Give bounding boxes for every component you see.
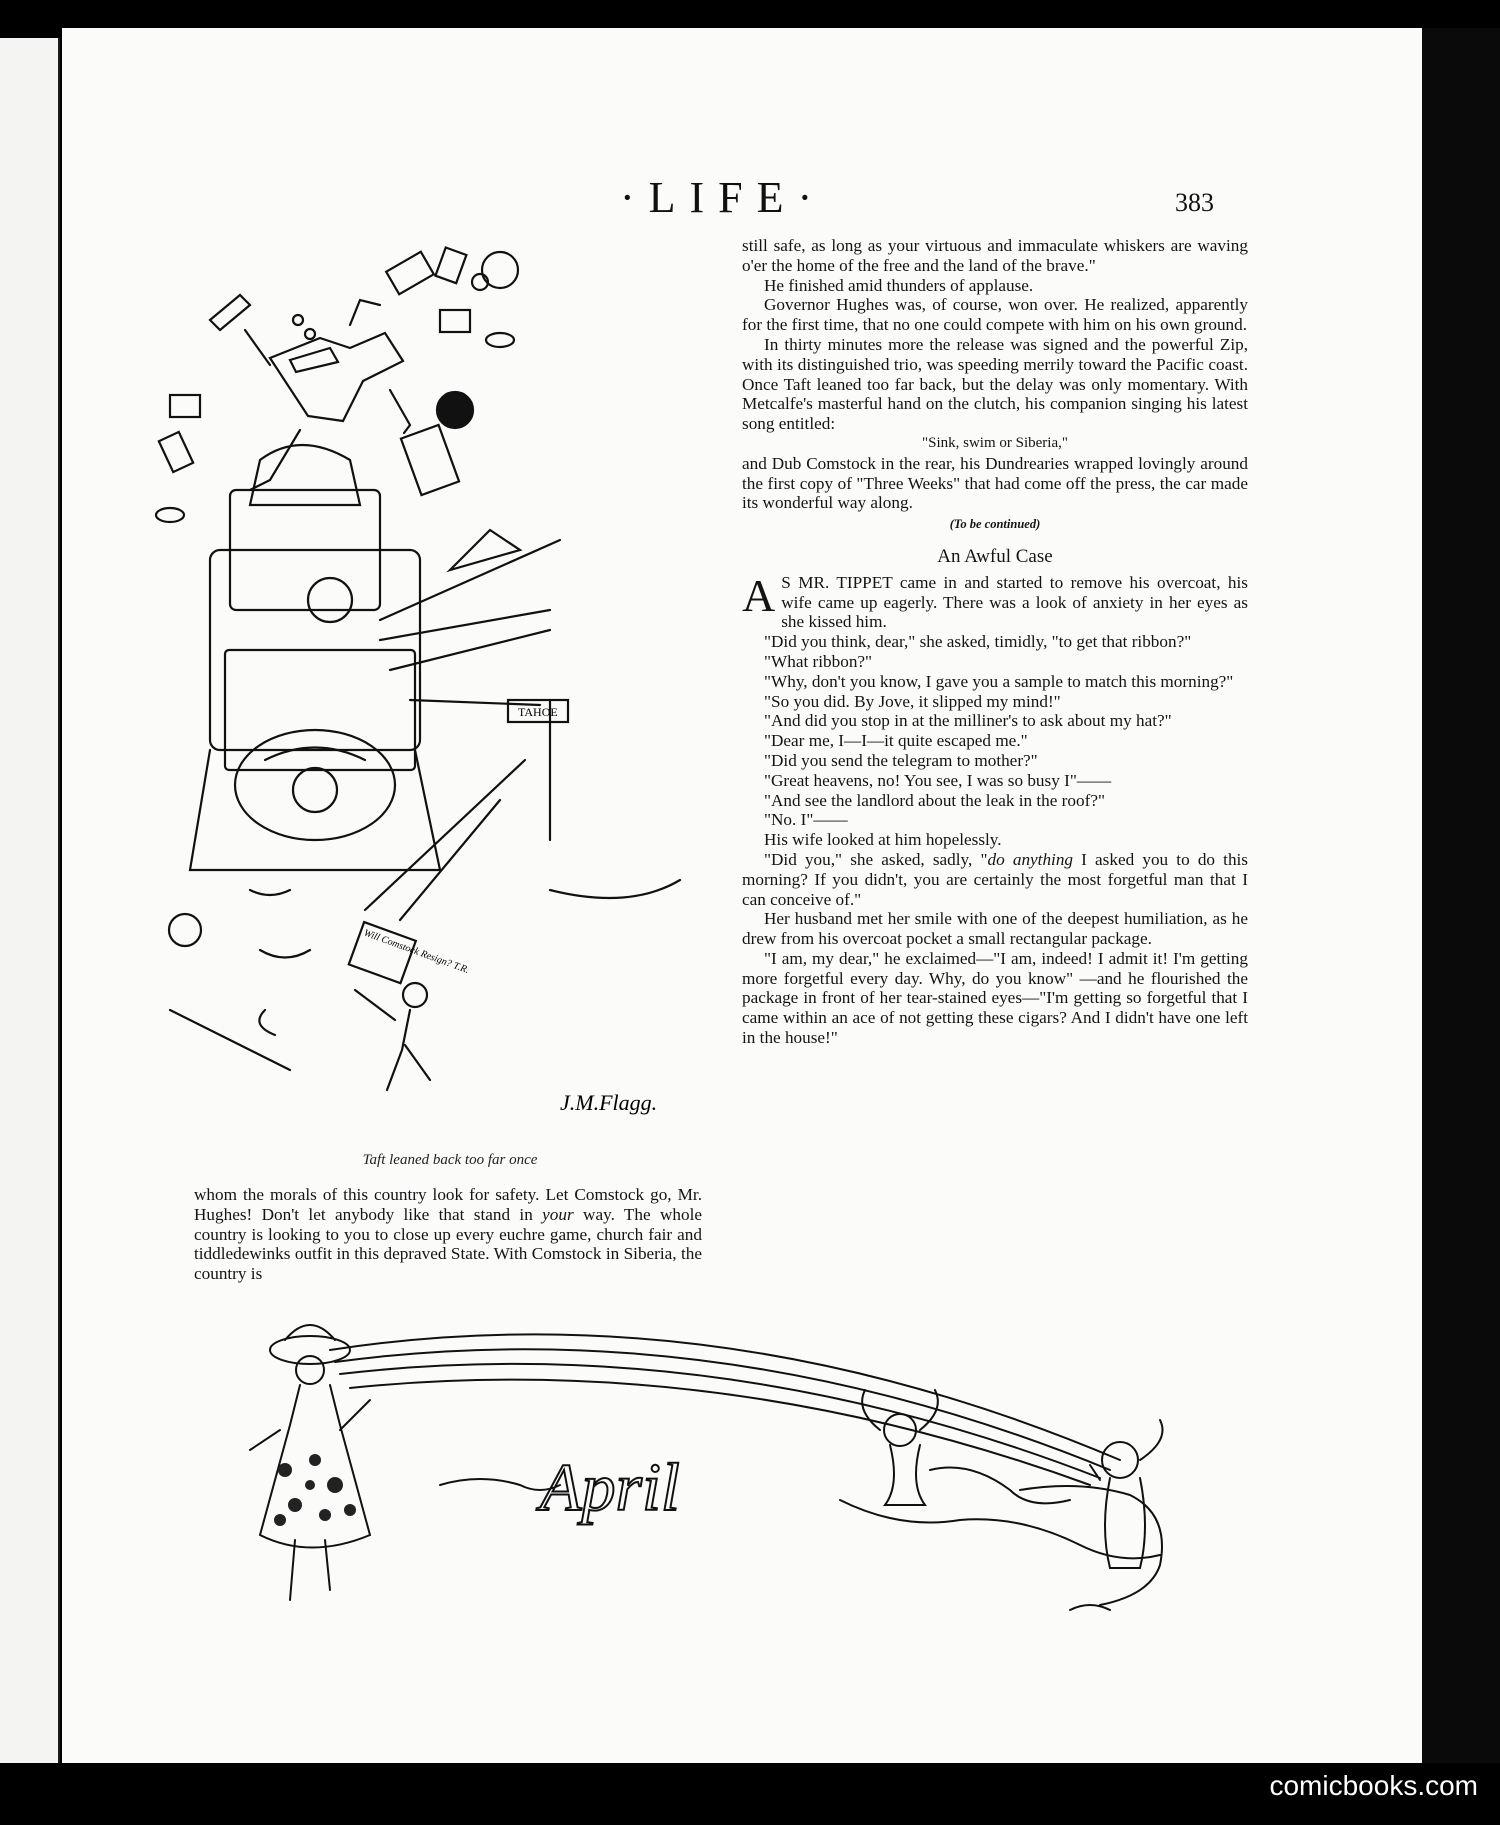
emphasis-text: do anything (987, 849, 1074, 869)
dialogue-line: His wife looked at him hopelessly. (764, 830, 1002, 850)
dialogue-line: "Why, don't you know, I gave you a sample to match this morning?" (764, 671, 1234, 691)
story-title: An Awful Case (937, 545, 1053, 567)
road-sign-text: TAHOE (518, 705, 558, 719)
paragraph: In thirty minutes more the release was signed and the powerful Zip, with its distinguished trio, was speeding merrily toward the Pacific coast. Once Taft leaned too far back, but the delay was only momentary. With Metcalfe's masterful hand on the clutch, his companion singing his latest song entitled: (742, 334, 1248, 434)
dialogue-line (742, 850, 1248, 909)
dialogue-line: "Great heavens, no! You see, I was so busy I"—— (764, 770, 1112, 790)
text-span: "Did you," she asked, sadly, " (764, 849, 988, 869)
april-illustration (240, 1310, 1240, 1730)
source-watermark: comicbooks.com (1269, 1770, 1478, 1801)
left-column (194, 1185, 702, 1284)
story-opening-text: S MR. TIPPET came in and started to remove his overcoat, his wife came up eagerly. There was a look of anxiety in her eyes as she kissed him. (781, 572, 1248, 632)
dialogue-line: "Did you think, dear," she asked, timidly, "to get that ribbon?" (764, 632, 1192, 652)
right-column (742, 236, 1248, 1048)
paragraph: He finished amid thunders of applause. (764, 275, 1034, 295)
illustration-caption: Taft leaned back too far once (362, 1152, 538, 1168)
drop-cap: A (742, 569, 776, 621)
artist-signature: J.M.Flagg. (560, 1090, 658, 1115)
text-span: whom the morals of this country look for safety. Let Comstock go, Mr. Hughes! Don't let anybody like that stand in (194, 1185, 702, 1224)
paragraph: "I am, my dear," he exclaimed—"I am, indeed! I admit it! I'm getting more forgetful every day. Why, do you know" —and he flourished the package in front of her tear-stained eyes—"I'm getting so forgetful that I came within an ace of not getting these cigars? And I didn't have one left in the house!" (742, 948, 1248, 1048)
story-opening (742, 569, 1248, 632)
script-word: April (540, 1449, 680, 1525)
dialogue-line: "And see the landlord about the leak in the roof?" (764, 790, 1105, 810)
dialogue-line: "What ribbon?" (764, 651, 873, 671)
paragraph (194, 1185, 702, 1284)
paragraph: Her husband met her smile with one of the deepest humiliation, as he drew from his overcoat pocket a small rectangular package. (742, 909, 1248, 949)
facing-page-edge (0, 38, 60, 1808)
to-be-continued: (To be continued) (949, 517, 1041, 532)
masthead-title: ·LIFE· (620, 173, 827, 222)
dialogue-line: "And did you stop in at the milliner's to ask about my hat?" (764, 711, 1172, 731)
paragraph: Governor Hughes was, of course, won over. He realized, apparently for the first time, that no one could compete with him on his own ground. (742, 295, 1248, 335)
text-span: I asked you to do this morning? If you didn't, you are certainly the most forgetful man that I can conceive of." (742, 849, 1248, 909)
text-span: way. The whole country is looking to you to close up every euchre game, church fair and tiddledewinks outfit in this depraved State. With Comstock in Siberia, the country is (194, 1204, 702, 1284)
note-text: Will Comstock Resign? T.R. (362, 927, 471, 977)
dialogue-line: "No. I"—— (764, 810, 848, 830)
dialogue-line: "So you did. By Jove, it slipped my mind!" (764, 691, 1061, 711)
song-title: "Sink, swim or Siberia," (922, 434, 1068, 451)
page-number: 383 (1175, 188, 1214, 217)
paragraph: and Dub Comstock in the rear, his Dundrearies wrapped lovingly around the first copy of "Three Weeks" that had come off the press, the car made its wonderful way along. (742, 453, 1248, 513)
emphasis-text: your (542, 1204, 574, 1224)
dialogue-line: "Dear me, I—I—it quite escaped me." (764, 731, 1028, 751)
dialogue-line: "Did you send the telegram to mother?" (764, 750, 1038, 770)
taft-car-illustration (150, 230, 710, 1140)
paragraph: still safe, as long as your virtuous and immaculate whiskers are waving o'er the home of the free and the land of the brave." (742, 236, 1248, 275)
page-shadow (1422, 28, 1500, 1808)
